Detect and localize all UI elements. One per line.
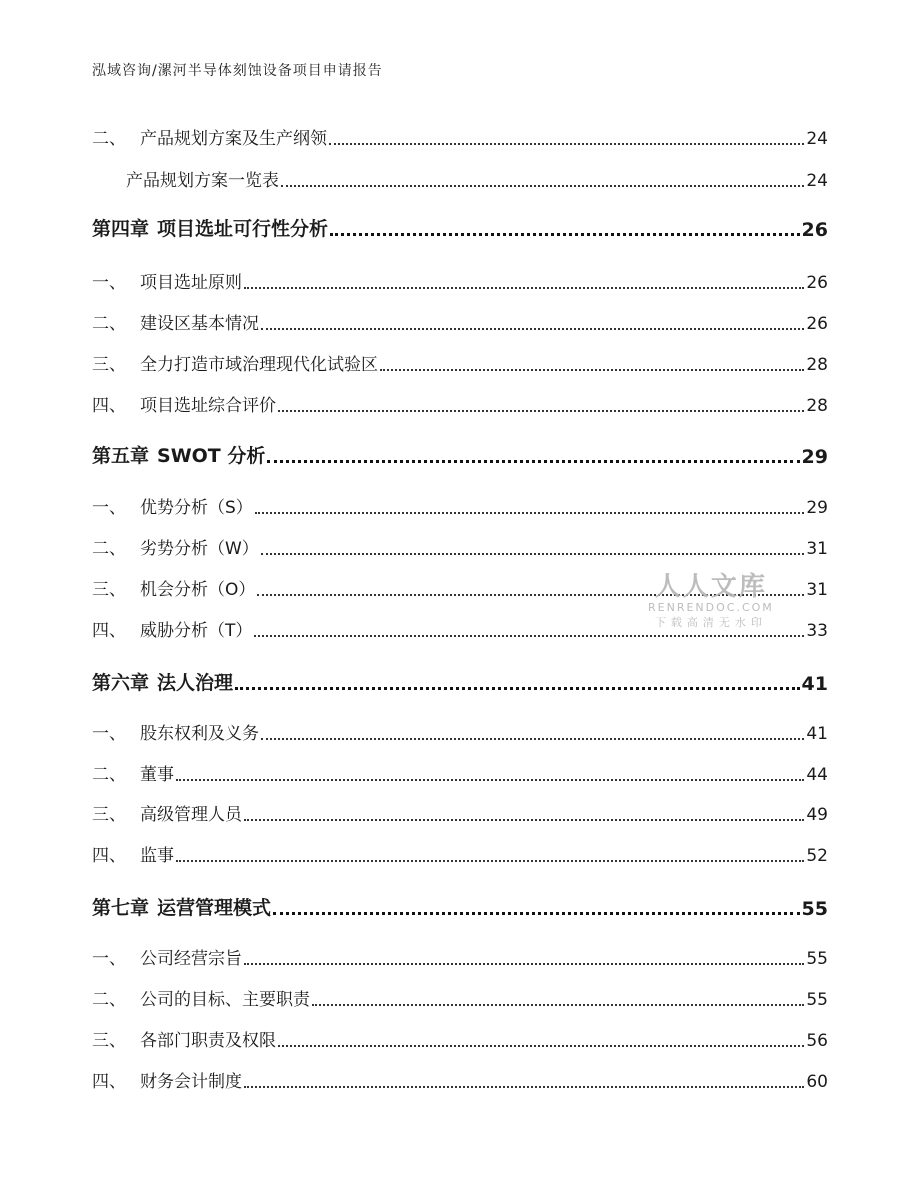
toc-entry-title: 威胁分析（T） <box>140 621 253 641</box>
toc-dot-leader <box>281 184 804 187</box>
toc-section-entry[interactable] <box>92 391 828 416</box>
toc-entry-number: 第四章 <box>92 218 150 240</box>
toc-entry-title: 劣势分析（W） <box>140 539 259 559</box>
toc-entry-label <box>92 800 242 825</box>
toc-section-entry[interactable] <box>92 944 828 969</box>
toc-entry-number: 四、 <box>92 846 126 866</box>
toc-entry-number: 一、 <box>92 273 126 293</box>
toc-entry-label <box>92 760 174 785</box>
toc-entry-label <box>92 166 279 191</box>
toc-section-entry[interactable] <box>92 124 828 149</box>
toc-page-number: 28 <box>806 396 828 416</box>
toc-entry-label <box>92 441 265 468</box>
toc-entry-number: 二、 <box>92 765 126 785</box>
toc-dot-leader <box>235 686 800 690</box>
toc-entry-label <box>92 309 259 334</box>
toc-entry-label <box>92 350 378 375</box>
toc-chapter-entry[interactable] <box>92 441 828 468</box>
toc-entry-number: 二、 <box>92 314 126 334</box>
toc-dot-leader <box>244 962 804 965</box>
toc-section-entry[interactable] <box>92 309 828 334</box>
toc-entry-number: 三、 <box>92 1031 126 1051</box>
toc-entry-number: 一、 <box>92 949 126 969</box>
toc-entry-number: 第六章 <box>92 672 150 694</box>
toc-entry-label <box>92 124 327 149</box>
toc-entry-title: 高级管理人员 <box>140 805 242 825</box>
toc-entry-title: 机会分析（O） <box>140 580 256 600</box>
toc-dot-leader <box>278 409 804 412</box>
toc-entry-number: 二、 <box>92 539 126 559</box>
toc-dot-leader <box>330 232 800 236</box>
watermark-subtitle: 下载高清无水印 <box>654 616 767 629</box>
toc-entry-title: 公司的目标、主要职责 <box>140 990 310 1010</box>
toc-page-number: 44 <box>806 765 828 785</box>
toc-entry-number: 三、 <box>92 355 126 375</box>
toc-entry-label <box>92 534 259 559</box>
toc-entry-title: 股东权利及义务 <box>140 724 259 744</box>
toc-section-entry[interactable] <box>92 719 828 744</box>
toc-entry-title: 运营管理模式 <box>157 897 272 919</box>
toc-entry-title: 财务会计制度 <box>140 1072 242 1092</box>
toc-entry-number: 一、 <box>92 498 126 518</box>
toc-entry-title: 产品规划方案一览表 <box>126 171 279 191</box>
toc-page-number: 29 <box>806 498 828 518</box>
toc-entry-title: 董事 <box>140 765 174 785</box>
toc-dot-leader <box>273 911 800 915</box>
toc-dot-leader <box>329 142 804 145</box>
toc-page-number: 49 <box>806 805 828 825</box>
toc-entry-number: 四、 <box>92 396 126 416</box>
toc-entry-label <box>92 841 174 866</box>
toc-entry-label <box>92 1026 276 1051</box>
toc-entry-number: 第五章 <box>92 445 150 467</box>
toc-page-number: 41 <box>801 673 828 695</box>
toc-page-number: 26 <box>801 219 828 241</box>
toc-entry-label <box>92 893 271 920</box>
toc-dot-leader <box>380 368 804 371</box>
toc-entry-label <box>92 268 242 293</box>
toc-page-number: 28 <box>806 355 828 375</box>
toc-chapter-entry[interactable] <box>92 893 828 920</box>
toc-entry-title: 监事 <box>140 846 174 866</box>
toc-page-number: 31 <box>806 539 828 559</box>
toc-chapter-entry[interactable] <box>92 214 828 241</box>
toc-section-entry[interactable] <box>92 841 828 866</box>
toc-entry-number: 第七章 <box>92 897 150 919</box>
toc-page-number: 24 <box>806 171 828 191</box>
toc-section-entry[interactable] <box>92 166 828 191</box>
toc-entry-label <box>92 985 310 1010</box>
toc-entry-number: 三、 <box>92 580 126 600</box>
toc-entry-title: SWOT 分析 <box>157 445 266 467</box>
running-header: 泓域咨询/漯河半导体刻蚀设备项目申请报告 <box>92 63 383 79</box>
toc-entry-label <box>92 575 255 600</box>
toc-page-number: 52 <box>806 846 828 866</box>
toc-entry-title: 项目选址可行性分析 <box>157 218 329 240</box>
toc-page-number: 60 <box>806 1072 828 1092</box>
toc-entry-title: 法人治理 <box>157 672 234 694</box>
toc-page-number: 24 <box>806 129 828 149</box>
toc-entry-label <box>92 668 233 695</box>
toc-dot-leader <box>267 459 799 463</box>
toc-page-number: 41 <box>806 724 828 744</box>
toc-dot-leader <box>244 1085 804 1088</box>
toc-page-number: 31 <box>806 580 828 600</box>
toc-dot-leader <box>261 327 804 330</box>
toc-section-entry[interactable] <box>92 493 828 518</box>
toc-page-number: 55 <box>806 990 828 1010</box>
toc-section-entry[interactable] <box>92 534 828 559</box>
toc-page-number: 55 <box>806 949 828 969</box>
toc-entry-number: 四、 <box>92 621 126 641</box>
toc-dot-leader <box>254 634 804 637</box>
toc-section-entry[interactable] <box>92 1026 828 1051</box>
toc-page-number: 29 <box>801 446 828 468</box>
toc-section-entry[interactable] <box>92 350 828 375</box>
toc-entry-number: 二、 <box>92 129 126 149</box>
toc-dot-leader <box>176 778 804 781</box>
toc-section-entry[interactable] <box>92 268 828 293</box>
toc-dot-leader <box>261 552 805 555</box>
toc-dot-leader <box>312 1003 804 1006</box>
watermark-url: RENRENDOC.COM <box>648 601 774 614</box>
toc-section-entry[interactable] <box>92 760 828 785</box>
toc-page-number: 56 <box>806 1031 828 1051</box>
toc-entry-title: 建设区基本情况 <box>140 314 259 334</box>
toc-page-number: 33 <box>806 621 828 641</box>
toc-entry-title: 项目选址综合评价 <box>140 396 276 416</box>
toc-entry-title: 全力打造市域治理现代化试验区 <box>140 355 378 375</box>
toc-entry-number: 二、 <box>92 990 126 1010</box>
toc-dot-leader <box>244 818 804 821</box>
toc-entry-label <box>92 391 276 416</box>
toc-entry-label <box>92 214 328 241</box>
toc-entry-number: 四、 <box>92 1072 126 1092</box>
toc-page-number: 26 <box>806 314 828 334</box>
toc-entry-title: 公司经营宗旨 <box>140 949 242 969</box>
toc-entry-title: 产品规划方案及生产纲领 <box>140 129 327 149</box>
toc-dot-leader <box>261 737 804 740</box>
toc-entry-label <box>92 1067 242 1092</box>
toc-dot-leader <box>278 1044 804 1047</box>
toc-section-entry[interactable] <box>92 985 828 1010</box>
toc-entry-label <box>92 616 252 641</box>
toc-chapter-entry[interactable] <box>92 668 828 695</box>
toc-section-entry[interactable] <box>92 800 828 825</box>
toc-entry-label <box>92 493 253 518</box>
toc-entry-number: 三、 <box>92 805 126 825</box>
toc-entry-title: 项目选址原则 <box>140 273 242 293</box>
toc-page-number: 26 <box>806 273 828 293</box>
toc-entry-number: 一、 <box>92 724 126 744</box>
toc-page-number: 55 <box>801 898 828 920</box>
toc-dot-leader <box>255 511 805 514</box>
toc-dot-leader <box>244 286 804 289</box>
watermark-title: 人人文库 <box>654 572 767 602</box>
toc-entry-label <box>92 944 242 969</box>
toc-entry-label <box>92 719 259 744</box>
toc-section-entry[interactable] <box>92 1067 828 1092</box>
toc-entry-title: 优势分析（S） <box>140 498 253 518</box>
toc-entry-title: 各部门职责及权限 <box>140 1031 276 1051</box>
watermark <box>648 566 774 630</box>
toc-dot-leader <box>176 859 804 862</box>
